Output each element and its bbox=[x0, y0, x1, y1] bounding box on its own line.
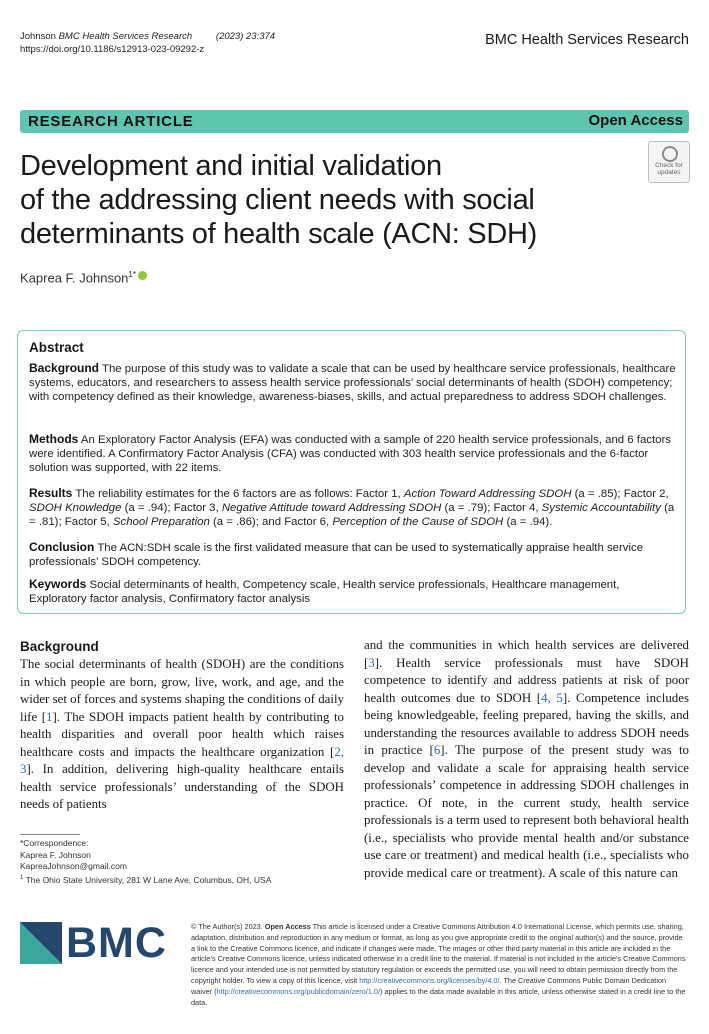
license-notice bbox=[191, 922, 688, 1008]
body-text: . The purpose of the present study was to develop and validate a scale for appraising health service professionals’ competence in addressing SDOH challenges in practice. Of note, in the current study, health service professionals is a term used to represent both behavioral health (i.e., specialists who provide mental health and/or substance use care or treatment) and medical health (i.e., specialists who provide medical care or treatment). A scale of this nature can bbox=[364, 743, 689, 880]
factor-5-alpha: (a = .86); and Factor 6, bbox=[212, 516, 330, 529]
factor-3-name: Negative Attitude toward Addressing SDOH bbox=[221, 502, 442, 515]
license-link-cc0[interactable]: http://creativecommons.org/publicdomain/zero/1.0/ bbox=[216, 986, 380, 996]
title-line-3: determinants of health scale (ACN: SDH) bbox=[20, 218, 537, 250]
factor-6-name: Perception of the Cause of SDOH bbox=[332, 516, 504, 529]
factor-1-name: Action Toward Addressing SDOH bbox=[403, 488, 572, 500]
author-name[interactable]: Kaprea F. Johnson bbox=[20, 270, 129, 286]
background-label: Background bbox=[29, 361, 100, 375]
keywords-label: Keywords bbox=[29, 577, 87, 591]
title-line-2: of the addressing client needs with social bbox=[20, 184, 535, 216]
factor-4-name: Systemic Accountability bbox=[541, 502, 661, 515]
license-text: ) applies to the data made available in this article, unless otherwise stated in a credit line to the data. bbox=[191, 986, 686, 1007]
journal-name: BMC Health Services Research bbox=[485, 32, 689, 48]
factor-1-alpha: (a = .85); bbox=[574, 488, 621, 500]
reference-link[interactable]: 4, 5 bbox=[541, 690, 563, 705]
license-text: . The Creative Commons Public Domain Dedication waiver ( bbox=[191, 975, 667, 996]
reference-link[interactable]: 3 bbox=[368, 655, 375, 670]
citation-line bbox=[20, 30, 275, 56]
factor-3-alpha: (a = .79); Factor 4, bbox=[444, 502, 539, 515]
abstract-methods bbox=[29, 432, 676, 476]
body-text: The social determinants of health (SDOH) are the conditions in which people are born, grow, live, work, and age, and the wider set of forces and systems shaping the conditions of daily life bbox=[20, 657, 344, 724]
results-text: Factor 2, bbox=[623, 488, 669, 500]
affiliation-marker: 1 bbox=[20, 874, 24, 881]
methods-label: Methods bbox=[29, 432, 79, 446]
check-updates-line1: Check for bbox=[655, 162, 683, 169]
doi-link[interactable]: https://doi.org/10.1186/s12913-023-09292-z bbox=[20, 44, 205, 55]
factor-2-name: SDOH Knowledge bbox=[29, 502, 122, 515]
body-text: . In addition, delivering high-quality healthcare entails health service professionals’ understanding of the SDOH needs of patients bbox=[20, 762, 344, 811]
factor-2-alpha: (a = .94); bbox=[124, 502, 171, 515]
results-text: Factor 3, bbox=[173, 502, 219, 515]
body-text: . Competence includes being knowledgeable, feeling prepared, having the skills, and understanding the resources available to address SDOH needs in practice bbox=[364, 690, 689, 757]
article-type: RESEARCH ARTICLE bbox=[28, 113, 194, 130]
body-text: and the communities in which health services are delivered bbox=[364, 638, 689, 652]
abstract-background bbox=[29, 361, 676, 405]
keywords-text: Social determinants of health, Competency scale, Health service professionals, Healthcare management, Exploratory factor analysis, Confirmatory factor analysis bbox=[29, 579, 620, 606]
license-link-cc-by[interactable]: http://creativecommons.org/licenses/by/4.0/ bbox=[359, 975, 500, 985]
correspondence-name: Kaprea F. Johnson bbox=[20, 849, 91, 860]
check-for-updates-button[interactable] bbox=[648, 141, 690, 183]
results-text: The reliability estimates for the 6 factors are as follows: Factor 1, bbox=[75, 488, 401, 500]
body-text: . The SDOH impacts patient health by contributing to health disparities and overall poor health which raises healthcare costs and impacts the healthcare organization bbox=[20, 709, 344, 759]
abstract-results bbox=[29, 486, 676, 530]
results-label: Results bbox=[29, 486, 73, 500]
background-text: The purpose of this study was to validate a scale that can be used by healthcare service professionals, healthcare systems, educators, and researchers to assess health service professionals’ social determinants of health (SDOH) competency; with competency defined as their knowledge, awareness-biases, skills, and actual preparedness to address SDOH challenges. bbox=[29, 363, 676, 404]
factor-4-alpha: (a = .81); Factor 5, bbox=[29, 502, 675, 529]
bmc-logo-text: BMC bbox=[66, 919, 167, 967]
correspondence-label: *Correspondence: bbox=[20, 838, 89, 848]
factor-5-name: School Preparation bbox=[112, 516, 210, 529]
license-open-access: Open Access bbox=[264, 922, 311, 931]
abstract-heading: Abstract bbox=[29, 340, 84, 355]
correspondence-email[interactable]: KapreaJohnson@gmail.com bbox=[20, 861, 127, 871]
open-access-label: Open Access bbox=[588, 112, 683, 129]
affiliation-text: The Ohio State University, 281 W Lane Ave, Columbus, OH, USA bbox=[25, 874, 272, 885]
update-icon bbox=[662, 146, 678, 162]
author-line bbox=[20, 270, 147, 285]
factor-6-alpha: (a = .94). bbox=[506, 516, 553, 529]
citation-year-volume: (2023) 23:374 bbox=[215, 31, 276, 42]
conclusion-text: The ACN:SDH scale is the first validated measure that can be used to systematically appraise health service professionals’ SDOH competency. bbox=[29, 542, 644, 569]
article-title bbox=[20, 149, 640, 251]
article-type-banner bbox=[20, 110, 689, 133]
license-copyright: © The Author(s) 2023. bbox=[191, 922, 263, 931]
body-column-left: The social determinants of health (SDOH) are the conditions in which people are born, grow, live, work, and age, and the wider set of forces and systems shaping the conditions of daily life [1]. The SDOH impacts patient health by contributing to health disparities and overall poor health which raises healthcare costs and impacts the healthcare organization [2, 3]. In addition, delivering high-quality healthcare entails health service professionals’ understanding of the SDOH needs of patients bbox=[20, 657, 344, 811]
abstract-conclusion bbox=[29, 540, 676, 569]
section-heading-background: Background bbox=[20, 639, 99, 654]
orcid-icon[interactable] bbox=[138, 271, 147, 280]
citation-author: Johnson bbox=[20, 31, 56, 42]
correspondence-footnote bbox=[20, 838, 271, 886]
abstract-keywords bbox=[29, 577, 676, 606]
author-affiliation-marker: 1* bbox=[128, 270, 136, 279]
body-column-right: and the communities in which health services are delivered [3]. Health service professionals must have SDOH competence to identify and address patients at risk of poor health outcomes due to SDOH [4, 5]. Competence includes being knowledgeable, feeling prepared, having the skills, and understanding the resources available to address SDOH needs in practice [6]. The purpose of the present study was to develop and validate a scale for appraising health service professionals’ competence in addressing SDOH challenges in practice. Of note, in the current study, health service professionals is a term used to represent both behavioral health (i.e., specialists who provide mental health and/or substance use care or treatment) and medical health (i.e., specialists who provide medical care or treatment). A scale of this nature can bbox=[364, 638, 689, 880]
conclusion-label: Conclusion bbox=[29, 540, 95, 554]
reference-link[interactable]: 1 bbox=[46, 709, 53, 724]
license-text: This article is licensed under a Creative Commons Attribution 4.0 International License, which permits use, sharing, adaptation, distribution and reproduction in any medium or format, as long as you give appropriate credit to the original author(s) and the source, provide a link to the Creative Commons licence, and indicate if changes were made. The images or other third party material in this article are included in the article’s Creative Commons licence, unless indicated otherwise in a credit line to the material. If material is not included in the article’s Creative Commons licence and your intended use is not permitted by statutory regulation or exceeds the permitted use, you will need to obtain permission directly from the copyright holder. To view a copy of this licence, visit bbox=[191, 922, 686, 985]
methods-text: An Exploratory Factor Analysis (EFA) was conducted with a sample of 220 health service professionals, and 6 factors were identified. A Confirmatory Factor Analysis (CFA) was conducted with 303 health service professionals and the 6-factor solution was supported, with 22 items. bbox=[29, 434, 671, 475]
body-text: . Health service professionals must have SDOH competence to identify and address patients at risk of poor health outcomes due to SDOH bbox=[364, 655, 689, 705]
reference-link[interactable]: 6 bbox=[433, 743, 441, 757]
check-updates-line2: updates bbox=[657, 169, 681, 176]
reference-link[interactable]: 2, 3 bbox=[20, 744, 344, 776]
footnote-divider bbox=[20, 834, 80, 835]
bmc-logo-icon bbox=[20, 922, 62, 964]
title-line-1: Development and initial validation bbox=[20, 150, 442, 182]
citation-journal: BMC Health Services Research bbox=[58, 31, 193, 42]
